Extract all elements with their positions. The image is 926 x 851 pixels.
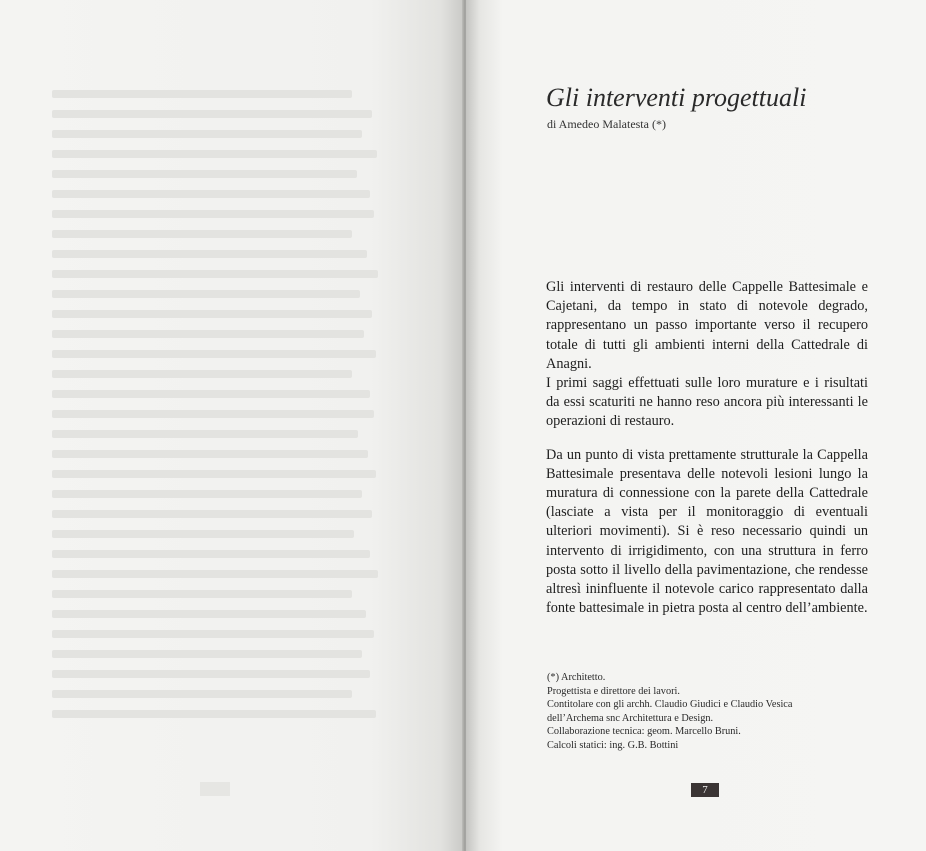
paragraph: Da un punto di vista prettamente strutturale la Cappella Battesimale presentava delle notevoli lesioni lungo la muratura di connessione con la parete della Cattedrale (lasciate a vista per il monitoraggio di eventuali ulteriori movimenti). Si è reso necessario quindi un intervento di irrigidimento, con una struttura in ferro posta sotto il livello della pavimentazione, che rendesse altresì ininfluente il notevole carico rappresentato dalla fonte battesimale in pietra posta al centro dell’ambiente. <box>546 446 868 617</box>
footnote-line: Contitolare con gli archh. Claudio Giudici e Claudio Vesica <box>547 699 793 711</box>
ghost-line <box>52 650 362 658</box>
ghost-line <box>52 270 378 278</box>
footnote-line: (*) Architetto. <box>547 672 606 683</box>
ghost-page-number <box>200 782 230 796</box>
ghost-line <box>52 330 364 338</box>
ghost-line <box>52 630 374 638</box>
paragraph: I primi saggi effettuati sulle loro murature e i risultati da essi scaturiti ne hanno reso ancora più interessanti le operazioni di restauro. <box>546 375 868 430</box>
ghost-line <box>52 230 352 238</box>
ghost-line <box>52 550 370 558</box>
ghost-line <box>52 430 358 438</box>
ghost-line <box>52 570 378 578</box>
ghost-line <box>52 670 370 678</box>
ghost-line <box>52 390 370 398</box>
paragraph: Gli interventi di restauro delle Cappelle Battesimale e Cajetani, da tempo in stato di notevole degrado, rappresentano un passo importante verso il recupero totale di tutti gli ambienti interni della Cattedrale di Anagni. <box>546 279 868 372</box>
footnotes <box>547 671 807 753</box>
footnote-line: Collaborazione tecnica: geom. Marcello Bruni. <box>547 726 741 738</box>
article-title: Gli interventi progettuali <box>546 83 807 112</box>
ghost-line <box>52 310 372 318</box>
footnote-line: Progettista e direttore dei lavori. <box>547 685 680 697</box>
ghost-line <box>52 210 374 218</box>
ghost-line <box>52 470 376 478</box>
ghost-line <box>52 250 367 258</box>
footnote-line: Calcoli statici: ing. G.B. Bottini <box>547 739 679 751</box>
ghost-line <box>52 90 352 98</box>
ghost-line <box>52 370 352 378</box>
article-author: di Amedeo Malatesta (*) <box>547 117 666 131</box>
ghost-line <box>52 510 372 518</box>
ghost-line <box>52 450 368 458</box>
ghost-line <box>52 290 360 298</box>
ghost-line <box>52 590 352 598</box>
ghost-line <box>52 530 354 538</box>
page-number: 7 <box>691 783 719 797</box>
ghost-line <box>52 490 362 498</box>
ghost-line <box>52 710 376 718</box>
ghost-line <box>52 350 376 358</box>
show-through-text <box>52 78 382 730</box>
ghost-line <box>52 110 372 118</box>
ghost-line <box>52 150 377 158</box>
ghost-line <box>52 190 370 198</box>
article-body <box>546 278 868 618</box>
ghost-line <box>52 130 362 138</box>
footnote-line: dell’Archema snc Architettura e Design. <box>547 712 714 724</box>
ghost-line <box>52 410 374 418</box>
ghost-line <box>52 690 352 698</box>
ghost-line <box>52 610 366 618</box>
ghost-line <box>52 170 357 178</box>
